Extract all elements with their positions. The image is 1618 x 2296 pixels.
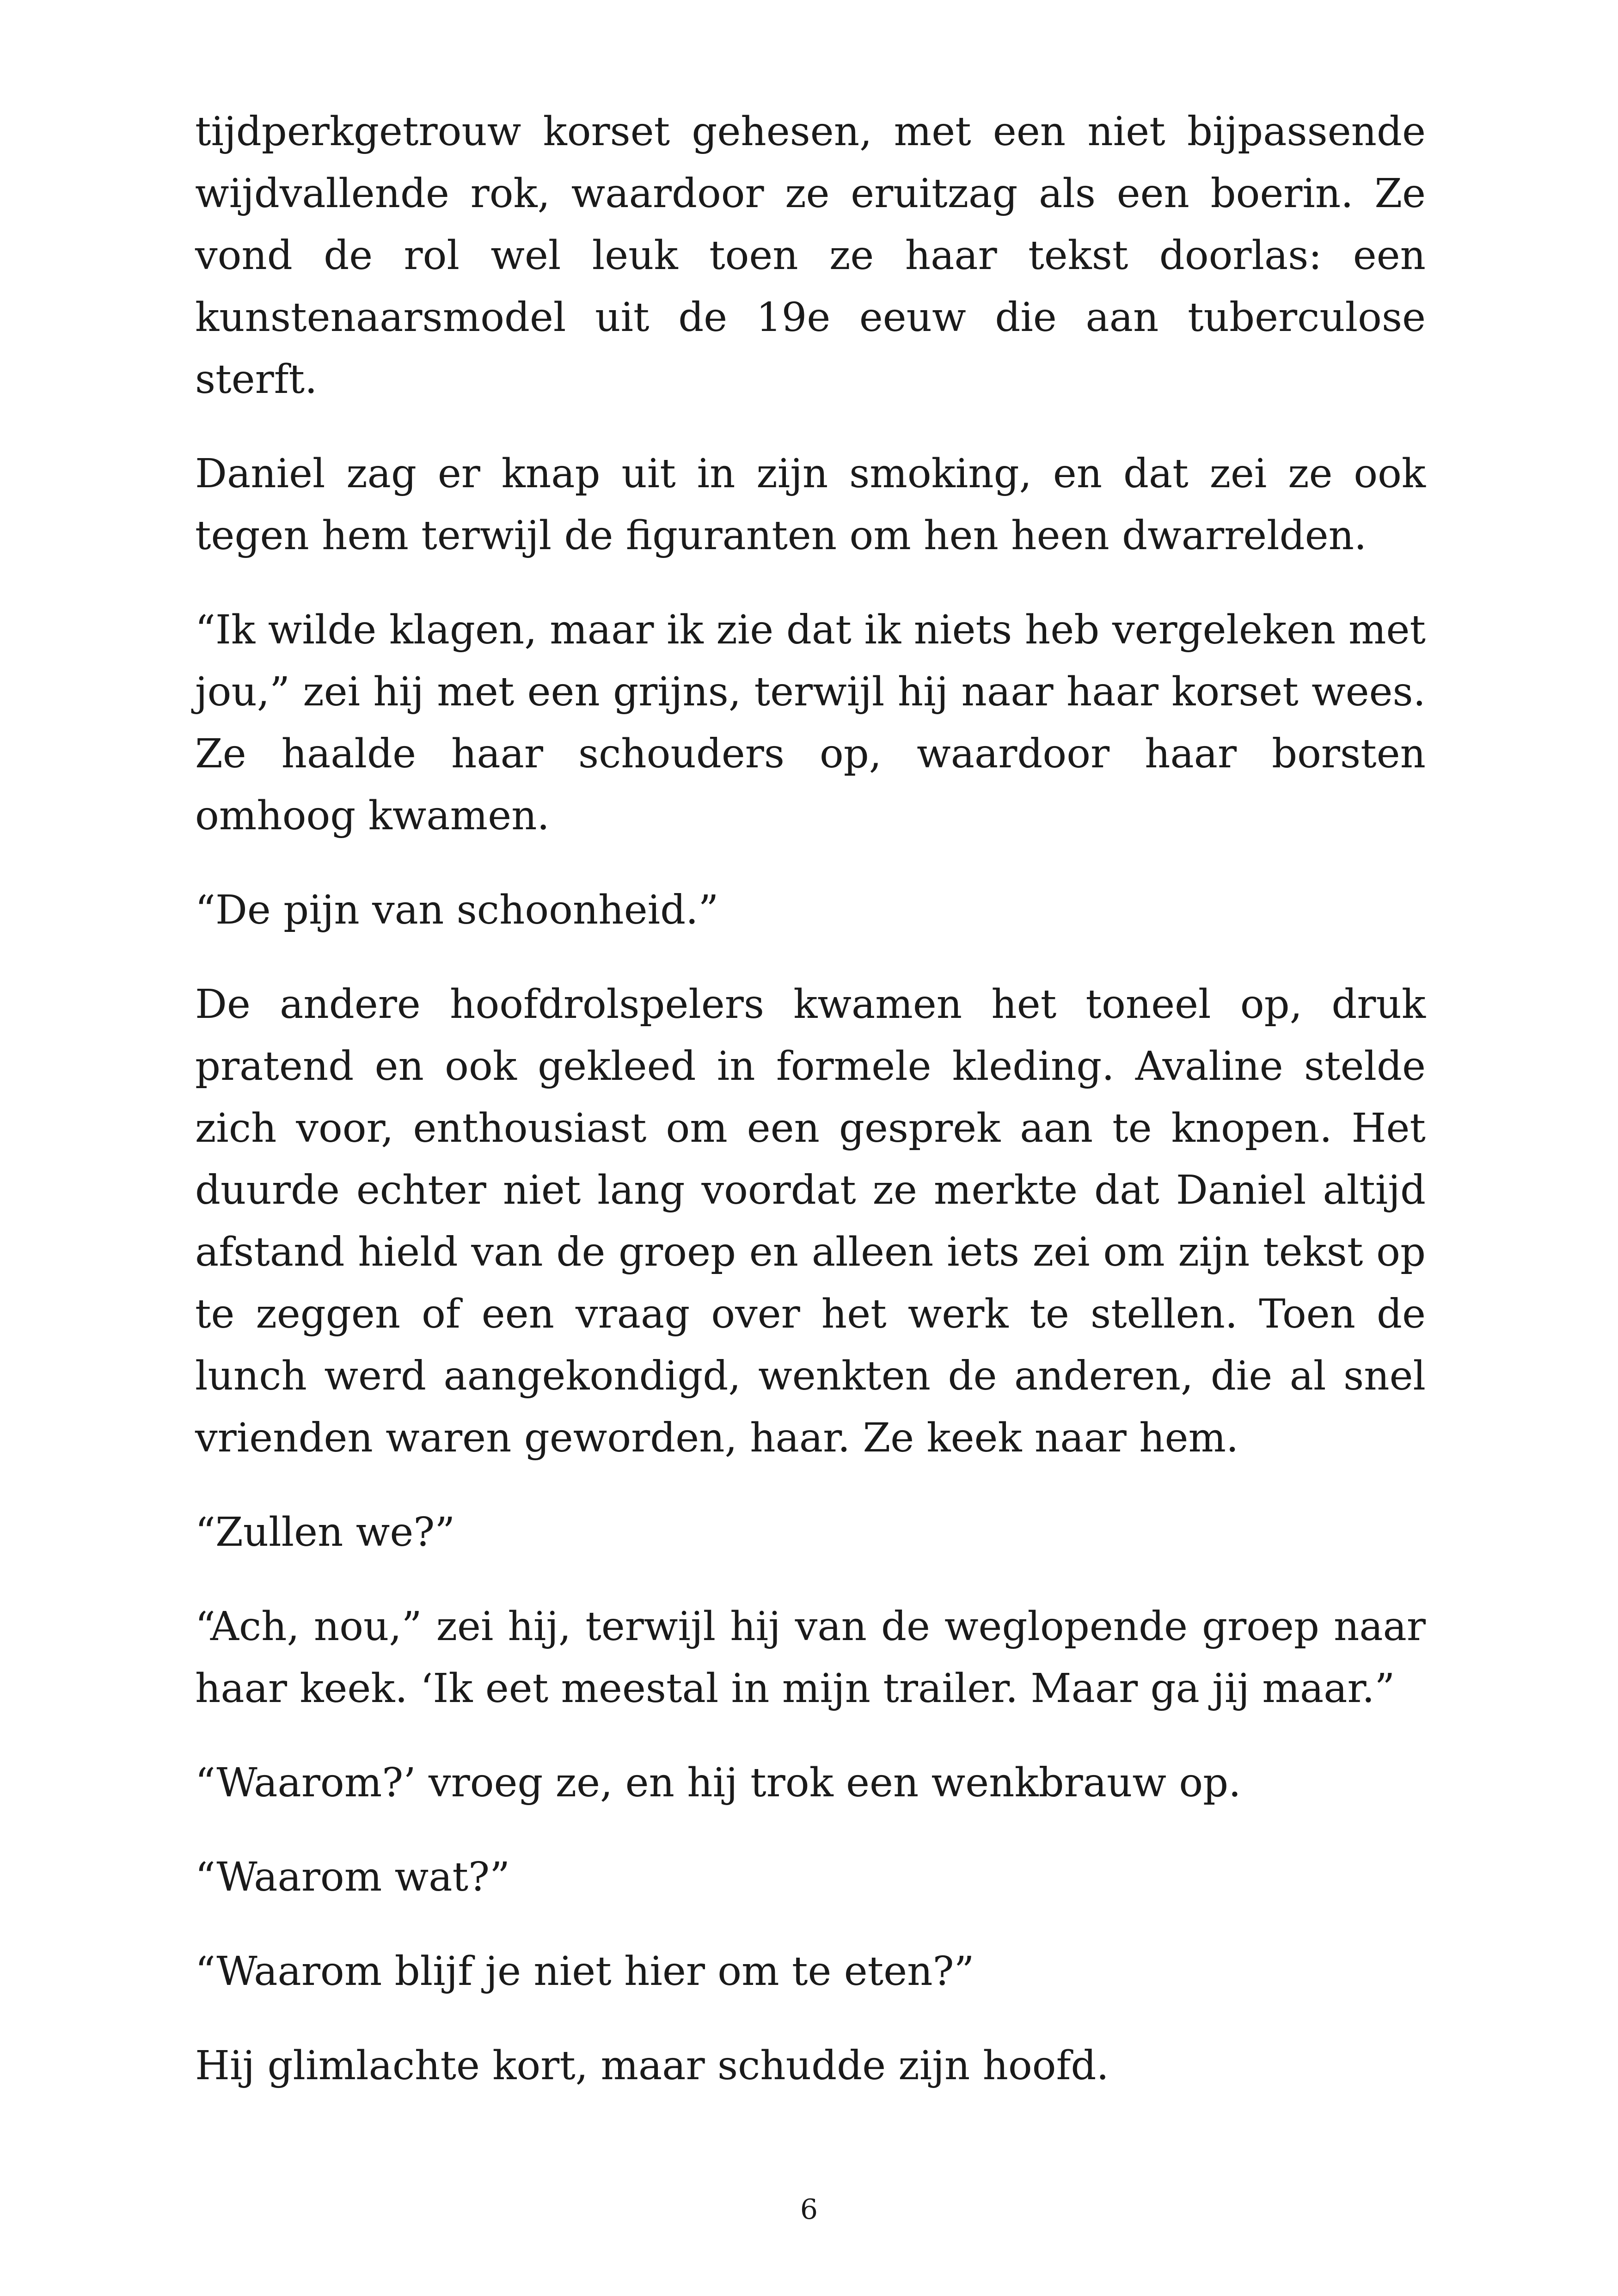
paragraph: “Zullen we?” — [195, 1509, 455, 1555]
paragraph: De andere hoofdrolspelers kwamen het toneel op, druk pratend en ook gekleed in formele kleding. Avaline stelde zich voor, enthousiast om een gesprek aan te knopen. Het duurde echter niet lang voordat ze merkte dat Daniel altijd afstand hield van de groep en alleen iets zei om zijn tekst op te zeggen of een vraag over het werk te stellen. Toen de lunch werd aangekondigd, wenkten de anderen, die al snel vrienden waren geworden, haar. Ze keek naar hem. — [195, 981, 1426, 1461]
paragraph: “Ik wilde klagen, maar ik zie dat ik niets heb vergeleken met jou,” zei hij met een grijns, terwijl hij naar haar korset wees. Ze haalde haar schouders op, waardoor haar borsten omhoog kwamen. — [195, 607, 1426, 839]
page-number: 6 — [800, 2193, 818, 2226]
paragraph: “Waarom wat?” — [195, 1854, 510, 1900]
paragraph: tijdperkgetrouw korset gehesen, met een niet bijpassende wijdvallende rok, waardoor ze eruitzag als een boerin. Ze vond de rol wel leuk toen ze haar tekst doorlas: een kunstenaarsmodel uit de 19e eeuw die aan tuberculose sterft. — [195, 109, 1426, 403]
body-text — [195, 101, 1426, 2129]
paragraph: “Waarom blijf je niet hier om te eten?” — [195, 1948, 974, 1995]
paragraph: Daniel zag er knap uit in zijn smoking, en dat zei ze ook tegen hem terwijl de figuranten om hen heen dwarrelden. — [195, 451, 1426, 559]
paragraph: “Ach, nou,” zei hij, terwijl hij van de weglopende groep naar haar keek. ‘Ik eet meestal in mijn trailer. Maar ga jij maar.” — [195, 1604, 1426, 1712]
paragraph: “De pijn van schoonheid.” — [195, 887, 719, 933]
paragraph: “Waarom?’ vroeg ze, en hij trok een wenkbrauw op. — [195, 1760, 1241, 1806]
paragraph: Hij glimlachte kort, maar schudde zijn hoofd. — [195, 2043, 1109, 2089]
